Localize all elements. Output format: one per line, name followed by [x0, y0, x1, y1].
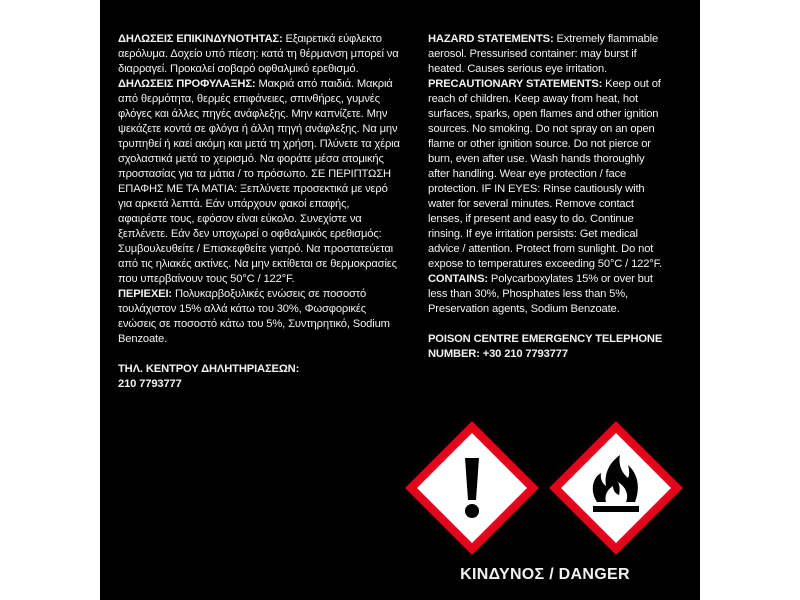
english-precautionary-statements	[428, 77, 668, 272]
ghs-pictograms	[402, 418, 692, 558]
english-hazard-text: Extremely flammable aerosol. Pressurised container: may burst if heated. Causes serious eye irritation.	[428, 33, 659, 75]
product-label-panel	[100, 0, 700, 600]
english-contains-text: Polycarboxylates 15% or over but less than 30%, Phosphates less than 5%, Preservation agents, Sodium Benzoate.	[428, 273, 653, 315]
english-contains-heading: CONTAINS:	[428, 273, 488, 285]
english-hazard-heading: HAZARD STATEMENTS:	[428, 33, 554, 45]
english-phone-heading: POISON CENTRE EMERGENCY TELEPHONE NUMBER: +30 210 7793777	[428, 333, 663, 360]
greek-precautionary-statements	[118, 77, 400, 287]
greek-hazard-heading: ΔΗΛΩΣΕΙΣ ΕΠΙΚΙΝΔΥΝΟΤΗΤΑΣ:	[118, 33, 283, 45]
greek-text-column	[118, 32, 400, 392]
greek-hazard-text: Εξαιρετικά εύφλεκτο αερόλυμα. Δοχείο υπό πίεση: κατά τη θέρμανση μπορεί να διαρραγεί. Προκαλεί σοβαρό οφθαλμικό ερεθισμό.	[118, 33, 399, 75]
greek-phone-heading: ΤΗΛ. ΚΕΝΤΡΟΥ ΔΗΛΗΤΗΡΙΑΣΕΩΝ:	[118, 363, 300, 375]
english-hazard-statements	[428, 32, 668, 77]
greek-contains-heading: ΠΕΡΙΕΧΕΙ:	[118, 288, 172, 300]
english-poison-centre	[428, 332, 668, 362]
greek-contains-text: Πολυκαρβοξυλικές ενώσεις σε ποσοστό τουλάχιστον 15% αλλά κάτω του 30%, Φωσφορικές ενώσεις σε ποσοστό κάτω του 5%, Συντηρητικό, Sodium Benzoate.	[118, 288, 390, 345]
greek-phone-number: 210 7793777	[118, 378, 182, 390]
english-contains	[428, 272, 668, 317]
signal-word: ΚΙΝΔΥΝΟΣ / DANGER	[460, 566, 630, 583]
greek-poison-centre	[118, 362, 400, 392]
english-precaution-heading: PRECAUTIONARY STATEMENTS:	[428, 78, 603, 90]
exclamation-mark-icon	[402, 418, 542, 558]
english-text-column	[428, 32, 668, 362]
flame-icon	[546, 418, 686, 558]
greek-precaution-text: Μακριά από παιδιά. Μακριά από θερμότητα, θερμές επιφάνειες, σπινθήρες, γυμνές φλόγες και άλλες πηγές ανάφλεξης. Μην καπνίζετε. Μην ψεκάζετε κοντά σε φλόγα ή άλλη πηγή ανάφλεξης. Να μην τρυπηθεί ή καεί ακόμη και μετά τη χρήση. Πλύνετε τα χέρια σχολαστικά μετά το χειρισμό. Να φοράτε μέσα ατομικής προστασίας για τα μάτια / το πρόσωπο. ΣΕ ΠΕΡΙΠΤΩΣΗ ΕΠΑΦΗΣ ΜΕ ΤΑ ΜΑΤΙΑ: Ξεπλύνετε προσεκτικά με νερό για αρκετά λεπτά. Εάν υπάρχουν φακοί επαφής, αφαιρέστε τους, εφόσον είναι εύκολο. Συνεχίστε να ξεπλένετε. Εάν δεν υποχωρεί ο οφθαλμικός ερεθισμός: Συμβουλευθείτε / Επισκεφθείτε γιατρό. Να προστατεύεται από τις ηλιακές ακτίνες. Να μην εκτίθεται σε θερμοκρασίες που υπερβαίνουν τους 50°C / 122°F.	[118, 78, 400, 285]
english-precaution-text: Keep out of reach of children. Keep away from heat, hot surfaces, sparks, open flames and other ignition sources. No smoking. Do not spray on an open flame or other ignition source. Do not pierce or burn, even after use. Wash hands thoroughly after handling. Wear eye protection / face protection. IF IN EYES: Rinse cautiously with water for several minutes. Remove contact lenses, if present and easy to do. Continue rinsing. If eye irritation persists: Get medical advice / attention. Protect from sunlight. Do not expose to temperatures exceeding 50°C / 122°F.	[428, 78, 663, 270]
greek-contains	[118, 287, 400, 347]
greek-precaution-heading: ΔΗΛΩΣΕΙΣ ΠΡΟΦΥΛΑΞΗΣ:	[118, 78, 256, 90]
greek-hazard-statements	[118, 32, 400, 77]
